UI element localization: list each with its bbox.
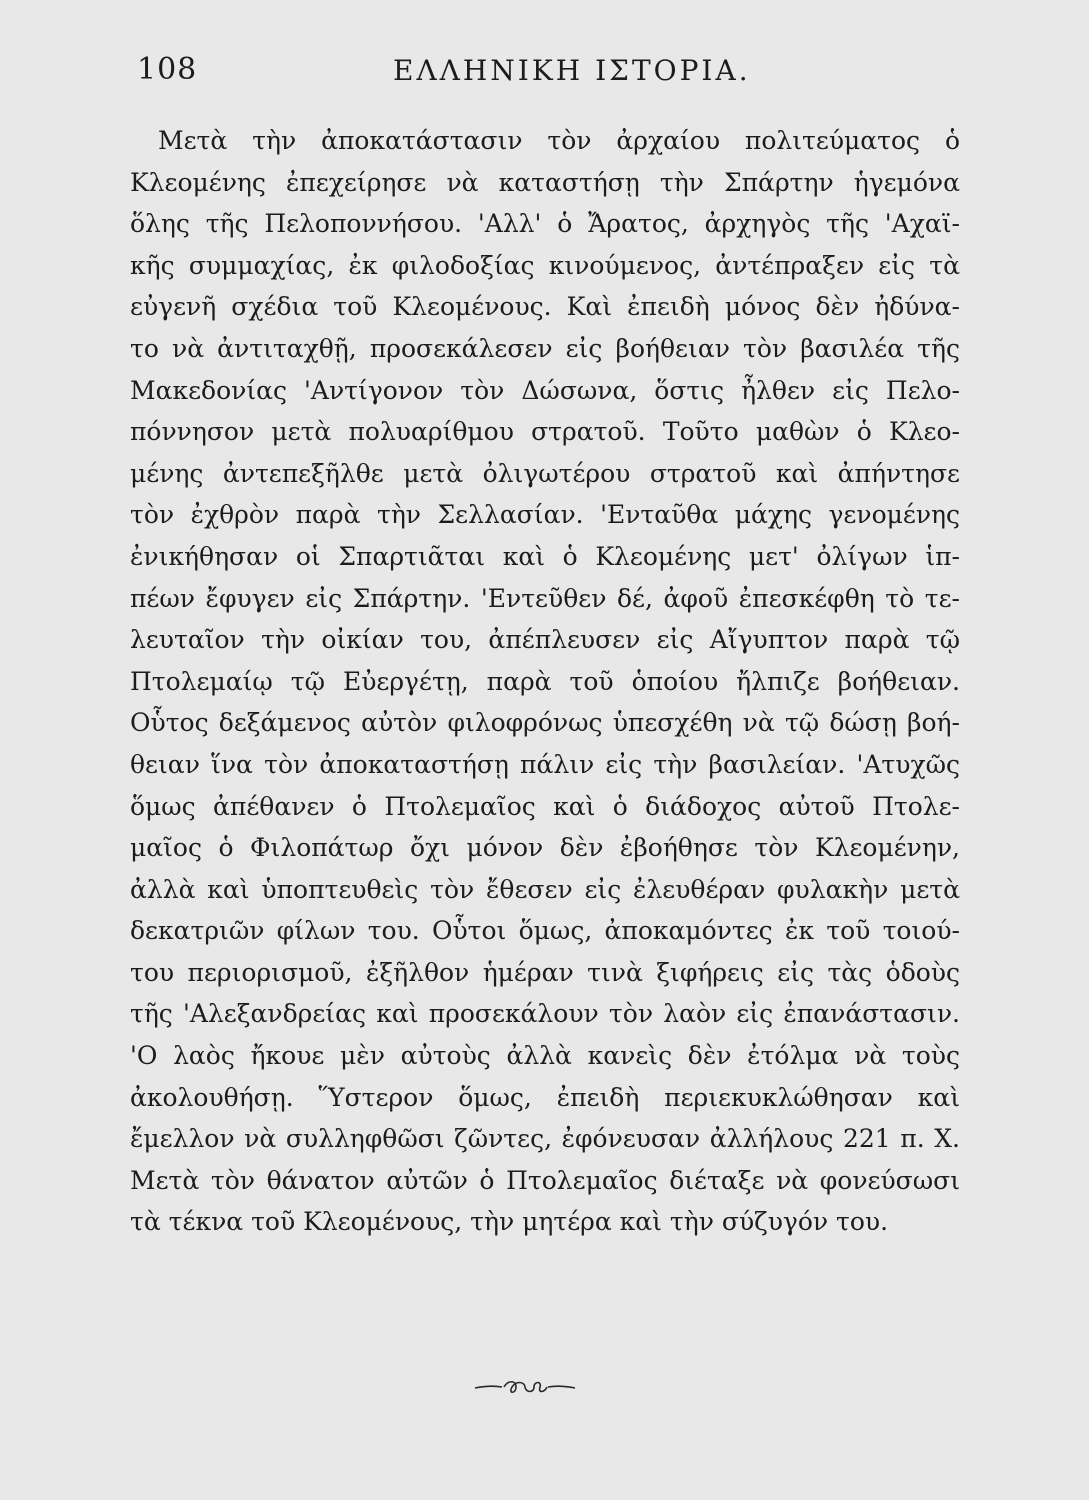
text-line: ἔμελλον νὰ συλληφθῶσι ζῶντες, ἐφόνευσαν ἀλλήλους 221 π. Χ. <box>130 1124 960 1154</box>
text-line: τὰ τέκνα τοῦ Κλεομένους, τὴν μητέρα καὶ τὴν σύζυγόν του. <box>130 1207 889 1237</box>
text-line: τῆς 'Αλεξανδρείας καὶ προσεκάλουν τὸν λαὸν εἰς ἐπανάστασιν. <box>130 999 960 1029</box>
text-line: του περιορισμοῦ, ἐξῆλθον ἡμέραν τινὰ ξιφήρεις εἰς τὰς ὁδοὺς <box>130 957 960 987</box>
running-title: ΕΛΛΗΝΙΚΗ ΙΣΤΟΡΙΑ. <box>393 54 751 87</box>
text-line: ἀκολουθήσῃ. Ὕστερον ὅμως, ἐπειδὴ περιεκυκλώθησαν καὶ <box>130 1082 960 1112</box>
text-line: ἀλλὰ καὶ ὑποπτευθεὶς τὸν ἔθεσεν εἰς ἐλευθέραν φυλακὴν μετὰ <box>130 874 960 904</box>
text-line: ὅμως ἀπέθανεν ὁ Πτολεμαῖος καὶ ὁ διάδοχος αὐτοῦ Πτολε- <box>130 791 960 821</box>
ornament-divider-icon <box>470 1377 580 1397</box>
text-line: λευταῖον τὴν οἰκίαν του, ἀπέπλευσεν εἰς Αἴγυπτον παρὰ τῷ <box>130 625 960 655</box>
text-line: πέων ἔφυγεν εἰς Σπάρτην. 'Εντεῦθεν δέ, ἀφοῦ ἐπεσκέφθη τὸ τε- <box>130 583 960 613</box>
text-line: τὸν ἐχθρὸν παρὰ τὴν Σελλασίαν. 'Ενταῦθα μάχης γενομένης <box>130 500 960 530</box>
page-number: 108 <box>137 52 198 87</box>
text-line: ἐνικήθησαν οἱ Σπαρτιᾶται καὶ ὁ Κλεομένης μετ' ὀλίγων ἱπ- <box>130 541 960 571</box>
text-line: εὐγενῆ σχέδια τοῦ Κλεομένους. Καὶ ἐπειδὴ μόνος δὲν ἠδύνα- <box>130 292 960 322</box>
text-line: Κλεομένης ἐπεχείρησε νὰ καταστήσῃ τὴν Σπάρτην ἡγεμόνα <box>130 167 960 197</box>
text-line: Μακεδονίας 'Αντίγονον τὸν Δώσωνα, ὅστις ἦλθεν εἰς Πελο- <box>130 375 960 405</box>
text-line: το νὰ ἀντιταχθῇ, προσεκάλεσεν εἰς βοήθειαν τὸν βασιλέα τῆς <box>130 333 960 363</box>
text-line: δεκατριῶν φίλων του. Οὗτοι ὅμως, ἀποκαμόντες ἐκ τοῦ τοιού- <box>130 916 960 946</box>
text-line: 'Ο λαὸς ἤκουε μὲν αὐτοὺς ἀλλὰ κανεὶς δὲν ἐτόλμα νὰ τοὺς <box>130 1041 960 1071</box>
text-line: ὅλης τῆς Πελοποννήσου. 'Αλλ' ὁ Ἄρατος, ἀρχηγὸς τῆς 'Αχαϊ- <box>130 209 960 239</box>
text-line: Οὗτος δεξάμενος αὐτὸν φιλοφρόνως ὑπεσχέθη νὰ τῷ δώσῃ βοή- <box>130 708 960 738</box>
page-header <box>137 52 977 92</box>
text-line: Πτολεμαίῳ τῷ Εὐεργέτῃ, παρὰ τοῦ ὁποίου ἤλπιζε βοήθειαν. <box>130 666 960 696</box>
text-line: θειαν ἵνα τὸν ἀποκαταστήσῃ πάλιν εἰς τὴν βασιλείαν. 'Ατυχῶς <box>130 749 960 779</box>
text-line: πόννησον μετὰ πολυαρίθμου στρατοῦ. Τοῦτο μαθὼν ὁ Κλεο- <box>130 417 960 447</box>
text-line: μένης ἀντεπεξῆλθε μετὰ ὀλιγωτέρου στρατοῦ καὶ ἀπήντησε <box>130 458 960 488</box>
text-line: μαῖος ὁ Φιλοπάτωρ ὄχι μόνον δὲν ἐβοήθησε τὸν Κλεομένην, <box>130 833 960 863</box>
body-text <box>130 120 960 1243</box>
text-line: Μετὰ τὸν θάνατον αὐτῶν ὁ Πτολεμαῖος διέταξε νὰ φονεύσωσι <box>130 1165 960 1195</box>
text-line: Μετὰ τὴν ἀποκατάστασιν τὸν ἀρχαίου πολιτεύματος ὁ <box>158 126 960 155</box>
text-line: κῆς συμμαχίας, ἐκ φιλοδοξίας κινούμενος, ἀντέπραξεν εἰς τὰ <box>130 250 960 280</box>
